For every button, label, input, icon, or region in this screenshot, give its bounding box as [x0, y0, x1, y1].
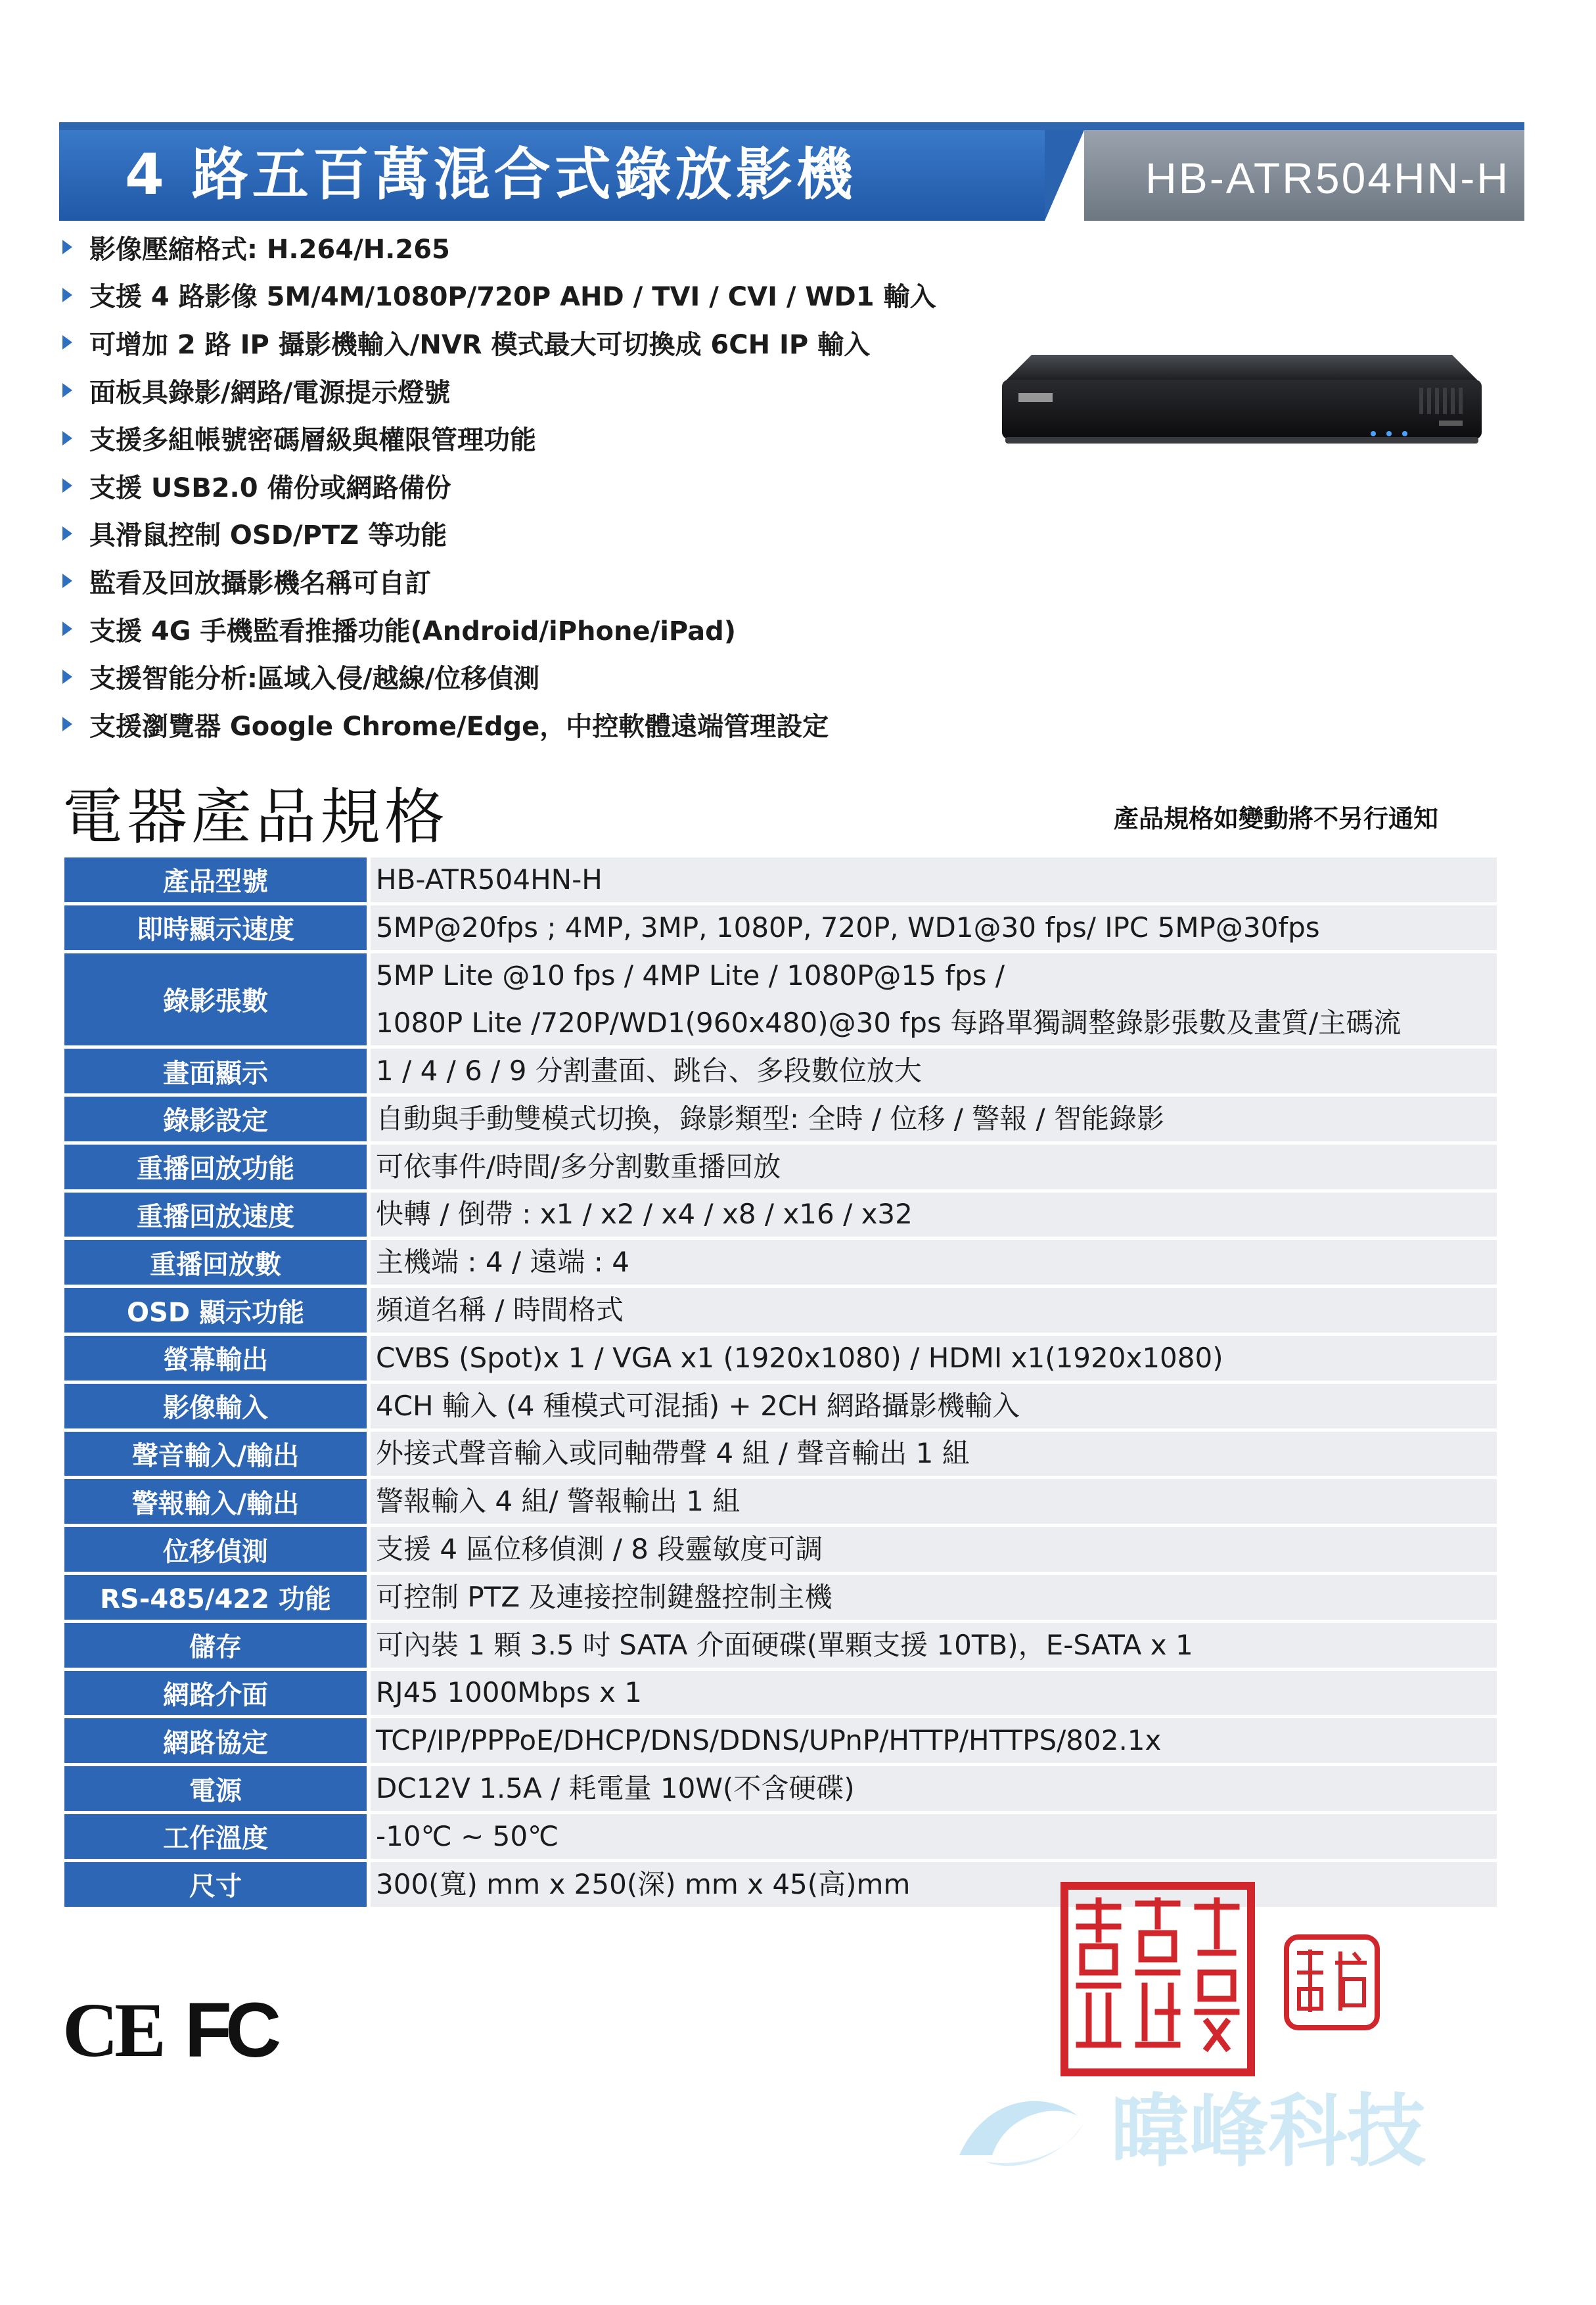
person-seal-icon — [1283, 1933, 1381, 2032]
spec-row — [64, 1766, 1497, 1814]
feature-item — [62, 319, 995, 367]
spec-label: 螢幕輸出 — [64, 1336, 367, 1381]
feature-item — [62, 462, 995, 510]
bullet-triangle-icon — [62, 288, 72, 302]
bullet-triangle-icon — [62, 383, 72, 398]
spec-value-line: 警報輸入 4 組/ 警報輸出 1 組 — [376, 1485, 741, 1518]
spec-value-line: 4CH 輸入 (4 種模式可混插) + 2CH 網路攝影機輸入 — [376, 1389, 1020, 1422]
spec-row — [64, 1527, 1497, 1575]
bullet-triangle-icon — [62, 670, 72, 684]
spec-value — [371, 905, 1497, 950]
spec-label: 電源 — [64, 1766, 367, 1811]
certification-logos — [62, 1987, 275, 2074]
spec-value-line: HB-ATR504HN-H — [376, 863, 603, 896]
spec-value — [371, 1814, 1497, 1859]
spec-label: 錄影張數 — [64, 953, 367, 1046]
spec-value — [371, 1432, 1497, 1476]
spec-label: 警報輸入/輸出 — [64, 1479, 367, 1524]
spec-row — [64, 1336, 1497, 1384]
spec-value — [371, 1240, 1497, 1285]
spec-value-line: RJ45 1000Mbps x 1 — [376, 1676, 642, 1709]
feature-text: 具滑鼠控制 OSD/PTZ 等功能 — [89, 520, 447, 551]
spec-value-line: 自動與手動雙模式切換，錄影類型: 全時 / 位移 / 警報 / 智能錄影 — [376, 1102, 1165, 1135]
spec-row — [64, 1862, 1497, 1910]
feature-list — [62, 223, 995, 748]
spec-label: 尺寸 — [64, 1862, 367, 1907]
spec-table — [64, 857, 1497, 1910]
ce-mark-icon: CE — [62, 1987, 162, 2073]
dvr-device-image — [992, 342, 1492, 473]
feature-text: 監看及回放攝影機名稱可自訂 — [89, 568, 431, 599]
spec-value-line: 300(寬) mm x 250(深) mm x 45(高)mm — [376, 1867, 911, 1900]
feature-text: 影像壓縮格式: H.264/H.265 — [89, 234, 450, 265]
specs-section-title: 電器產品規格 — [62, 782, 449, 852]
spec-value — [371, 1862, 1497, 1907]
spec-value-line: 快轉 / 倒帶 : x1 / x2 / x4 / x8 / x16 / x32 — [376, 1198, 913, 1231]
bullet-triangle-icon — [62, 240, 72, 254]
spec-value-line: -10℃ ~ 50℃ — [376, 1819, 559, 1852]
spec-row — [64, 1671, 1497, 1719]
spec-label: 聲音輸入/輸出 — [64, 1432, 367, 1476]
bullet-triangle-icon — [62, 622, 72, 636]
bullet-triangle-icon — [62, 526, 72, 541]
spec-label: 工作溫度 — [64, 1814, 367, 1859]
company-seal-icon — [1059, 1881, 1256, 2078]
spec-label: 重播回放速度 — [64, 1193, 367, 1237]
feature-item — [62, 367, 995, 415]
spec-label: OSD 顯示功能 — [64, 1288, 367, 1333]
spec-value — [371, 857, 1497, 902]
feature-item — [62, 605, 995, 653]
spec-row — [64, 1288, 1497, 1336]
spec-value — [371, 1575, 1497, 1620]
spec-value-line: DC12V 1.5A / 耗電量 10W(不含硬碟) — [376, 1772, 855, 1805]
spec-value — [371, 1145, 1497, 1189]
spec-value-line: 5MP Lite @10 fps / 4MP Lite / 1080P@15 fps / — [376, 959, 1005, 992]
spec-value — [371, 1049, 1497, 1093]
spec-row — [64, 1623, 1497, 1671]
spec-row — [64, 1575, 1497, 1623]
banner-wedge — [1045, 130, 1084, 221]
feature-text: 支援智能分析:區域入侵/越線/位移偵測 — [89, 664, 540, 695]
spec-value-line: 頻道名稱 / 時間格式 — [376, 1294, 624, 1327]
spec-value-line: 可控制 PTZ 及連接控制鍵盤控制主機 — [376, 1580, 832, 1613]
spec-value — [371, 1097, 1497, 1141]
spec-label: 儲存 — [64, 1623, 367, 1668]
spec-label: 錄影設定 — [64, 1097, 367, 1141]
spec-value-line: 支援 4 區位移偵測 / 8 段靈敏度可調 — [376, 1533, 823, 1566]
feature-text: 可增加 2 路 IP 攝影機輸入/NVR 模式最大可切換成 6CH IP 輸入 — [89, 329, 871, 360]
feature-item — [62, 700, 995, 748]
spec-row — [64, 1814, 1497, 1862]
header-banner — [59, 122, 1524, 221]
specs-change-notice: 產品規格如變動將不另行通知 — [1114, 804, 1439, 833]
spec-value — [371, 1384, 1497, 1428]
spec-label: 產品型號 — [64, 857, 367, 902]
feature-text: 支援 4G 手機監看推播功能(Android/iPhone/iPad) — [89, 616, 737, 647]
spec-value — [371, 1766, 1497, 1811]
feature-text: 支援 4 路影像 5M/4M/1080P/720P AHD / TVI / CVI / WD1 輸入 — [89, 282, 936, 313]
spec-label: 網路協定 — [64, 1718, 367, 1763]
watermark-logo-icon — [946, 2076, 1538, 2181]
spec-label: 畫面顯示 — [64, 1049, 367, 1093]
feature-text: 面板具錄影/網路/電源提示燈號 — [89, 377, 451, 408]
spec-row — [64, 1384, 1497, 1432]
spec-row — [64, 857, 1497, 905]
spec-row — [64, 1049, 1497, 1097]
banner-top-line — [59, 122, 1524, 130]
feature-item — [62, 223, 995, 271]
spec-value-line: 可依事件/時間/多分割數重播回放 — [376, 1150, 781, 1183]
spec-row — [64, 1240, 1497, 1288]
spec-label: RS-485/422 功能 — [64, 1575, 367, 1620]
spec-value-line: CVBS (Spot)x 1 / VGA x1 (1920x1080) / HDMI x1(1920x1080) — [376, 1341, 1223, 1374]
spec-value — [371, 1671, 1497, 1716]
spec-value-line: 1 / 4 / 6 / 9 分割畫面、跳台、多段數位放大 — [376, 1055, 922, 1087]
spec-value-line: 可內裝 1 顆 3.5 吋 SATA 介面硬碟(單顆支援 10TB)，E-SATA x 1 — [376, 1628, 1193, 1661]
spec-value-line: 1080P Lite /720P/WD1(960x480)@30 fps 每路單獨調整錄影張數及畫質/主碼流 — [376, 1006, 1402, 1039]
feature-text: 支援多組帳號密碼層級與權限管理功能 — [89, 425, 536, 456]
spec-value — [371, 1479, 1497, 1524]
spec-row — [64, 953, 1497, 1049]
watermark-company-name: 暐峰科技 — [1110, 2086, 1426, 2178]
spec-value-line: TCP/IP/PPPoE/DHCP/DNS/DDNS/UPnP/HTTP/HTTPS/802.1x — [376, 1724, 1162, 1757]
spec-label: 位移偵測 — [64, 1527, 367, 1572]
spec-value-line: 主機端 : 4 / 遠端 : 4 — [376, 1246, 629, 1279]
spec-value — [371, 1288, 1497, 1333]
feature-item — [62, 557, 995, 605]
product-title: 4 路五百萬混合式錄放影機 — [125, 142, 857, 208]
bullet-triangle-icon — [62, 574, 72, 588]
spec-label: 重播回放功能 — [64, 1145, 367, 1189]
spec-row — [64, 1193, 1497, 1241]
spec-value — [371, 1193, 1497, 1237]
fcc-mark-icon: FC — [184, 1987, 275, 2074]
spec-value — [371, 1527, 1497, 1572]
feature-text: 支援 USB2.0 備份或網路備份 — [89, 472, 451, 503]
spec-value-line: 外接式聲音輸入或同軸帶聲 4 組 / 聲音輸出 1 組 — [376, 1437, 970, 1470]
spec-value — [371, 953, 1497, 1046]
spec-label: 網路介面 — [64, 1671, 367, 1716]
spec-row — [64, 1145, 1497, 1193]
spec-row — [64, 1097, 1497, 1145]
product-model: HB-ATR504HN-H — [1145, 154, 1510, 202]
feature-item — [62, 271, 995, 319]
spec-label: 影像輸入 — [64, 1384, 367, 1428]
feature-item — [62, 510, 995, 558]
spec-value — [371, 1623, 1497, 1668]
feature-text: 支援瀏覽器 Google Chrome/Edge，中控軟體遠端管理設定 — [89, 711, 829, 742]
spec-row — [64, 1432, 1497, 1480]
spec-value-line: 5MP@20fps ; 4MP, 3MP, 1080P, 720P, WD1@30 fps/ IPC 5MP@30fps — [376, 911, 1320, 944]
feature-item — [62, 414, 995, 462]
feature-item — [62, 652, 995, 700]
spec-value — [371, 1336, 1497, 1381]
bullet-triangle-icon — [62, 431, 72, 445]
spec-row — [64, 1718, 1497, 1766]
bullet-triangle-icon — [62, 335, 72, 350]
spec-row — [64, 1479, 1497, 1527]
spec-label: 即時顯示速度 — [64, 905, 367, 950]
bullet-triangle-icon — [62, 717, 72, 731]
spec-label: 重播回放數 — [64, 1240, 367, 1285]
spec-row — [64, 905, 1497, 953]
bullet-triangle-icon — [62, 478, 72, 493]
spec-value — [371, 1718, 1497, 1763]
